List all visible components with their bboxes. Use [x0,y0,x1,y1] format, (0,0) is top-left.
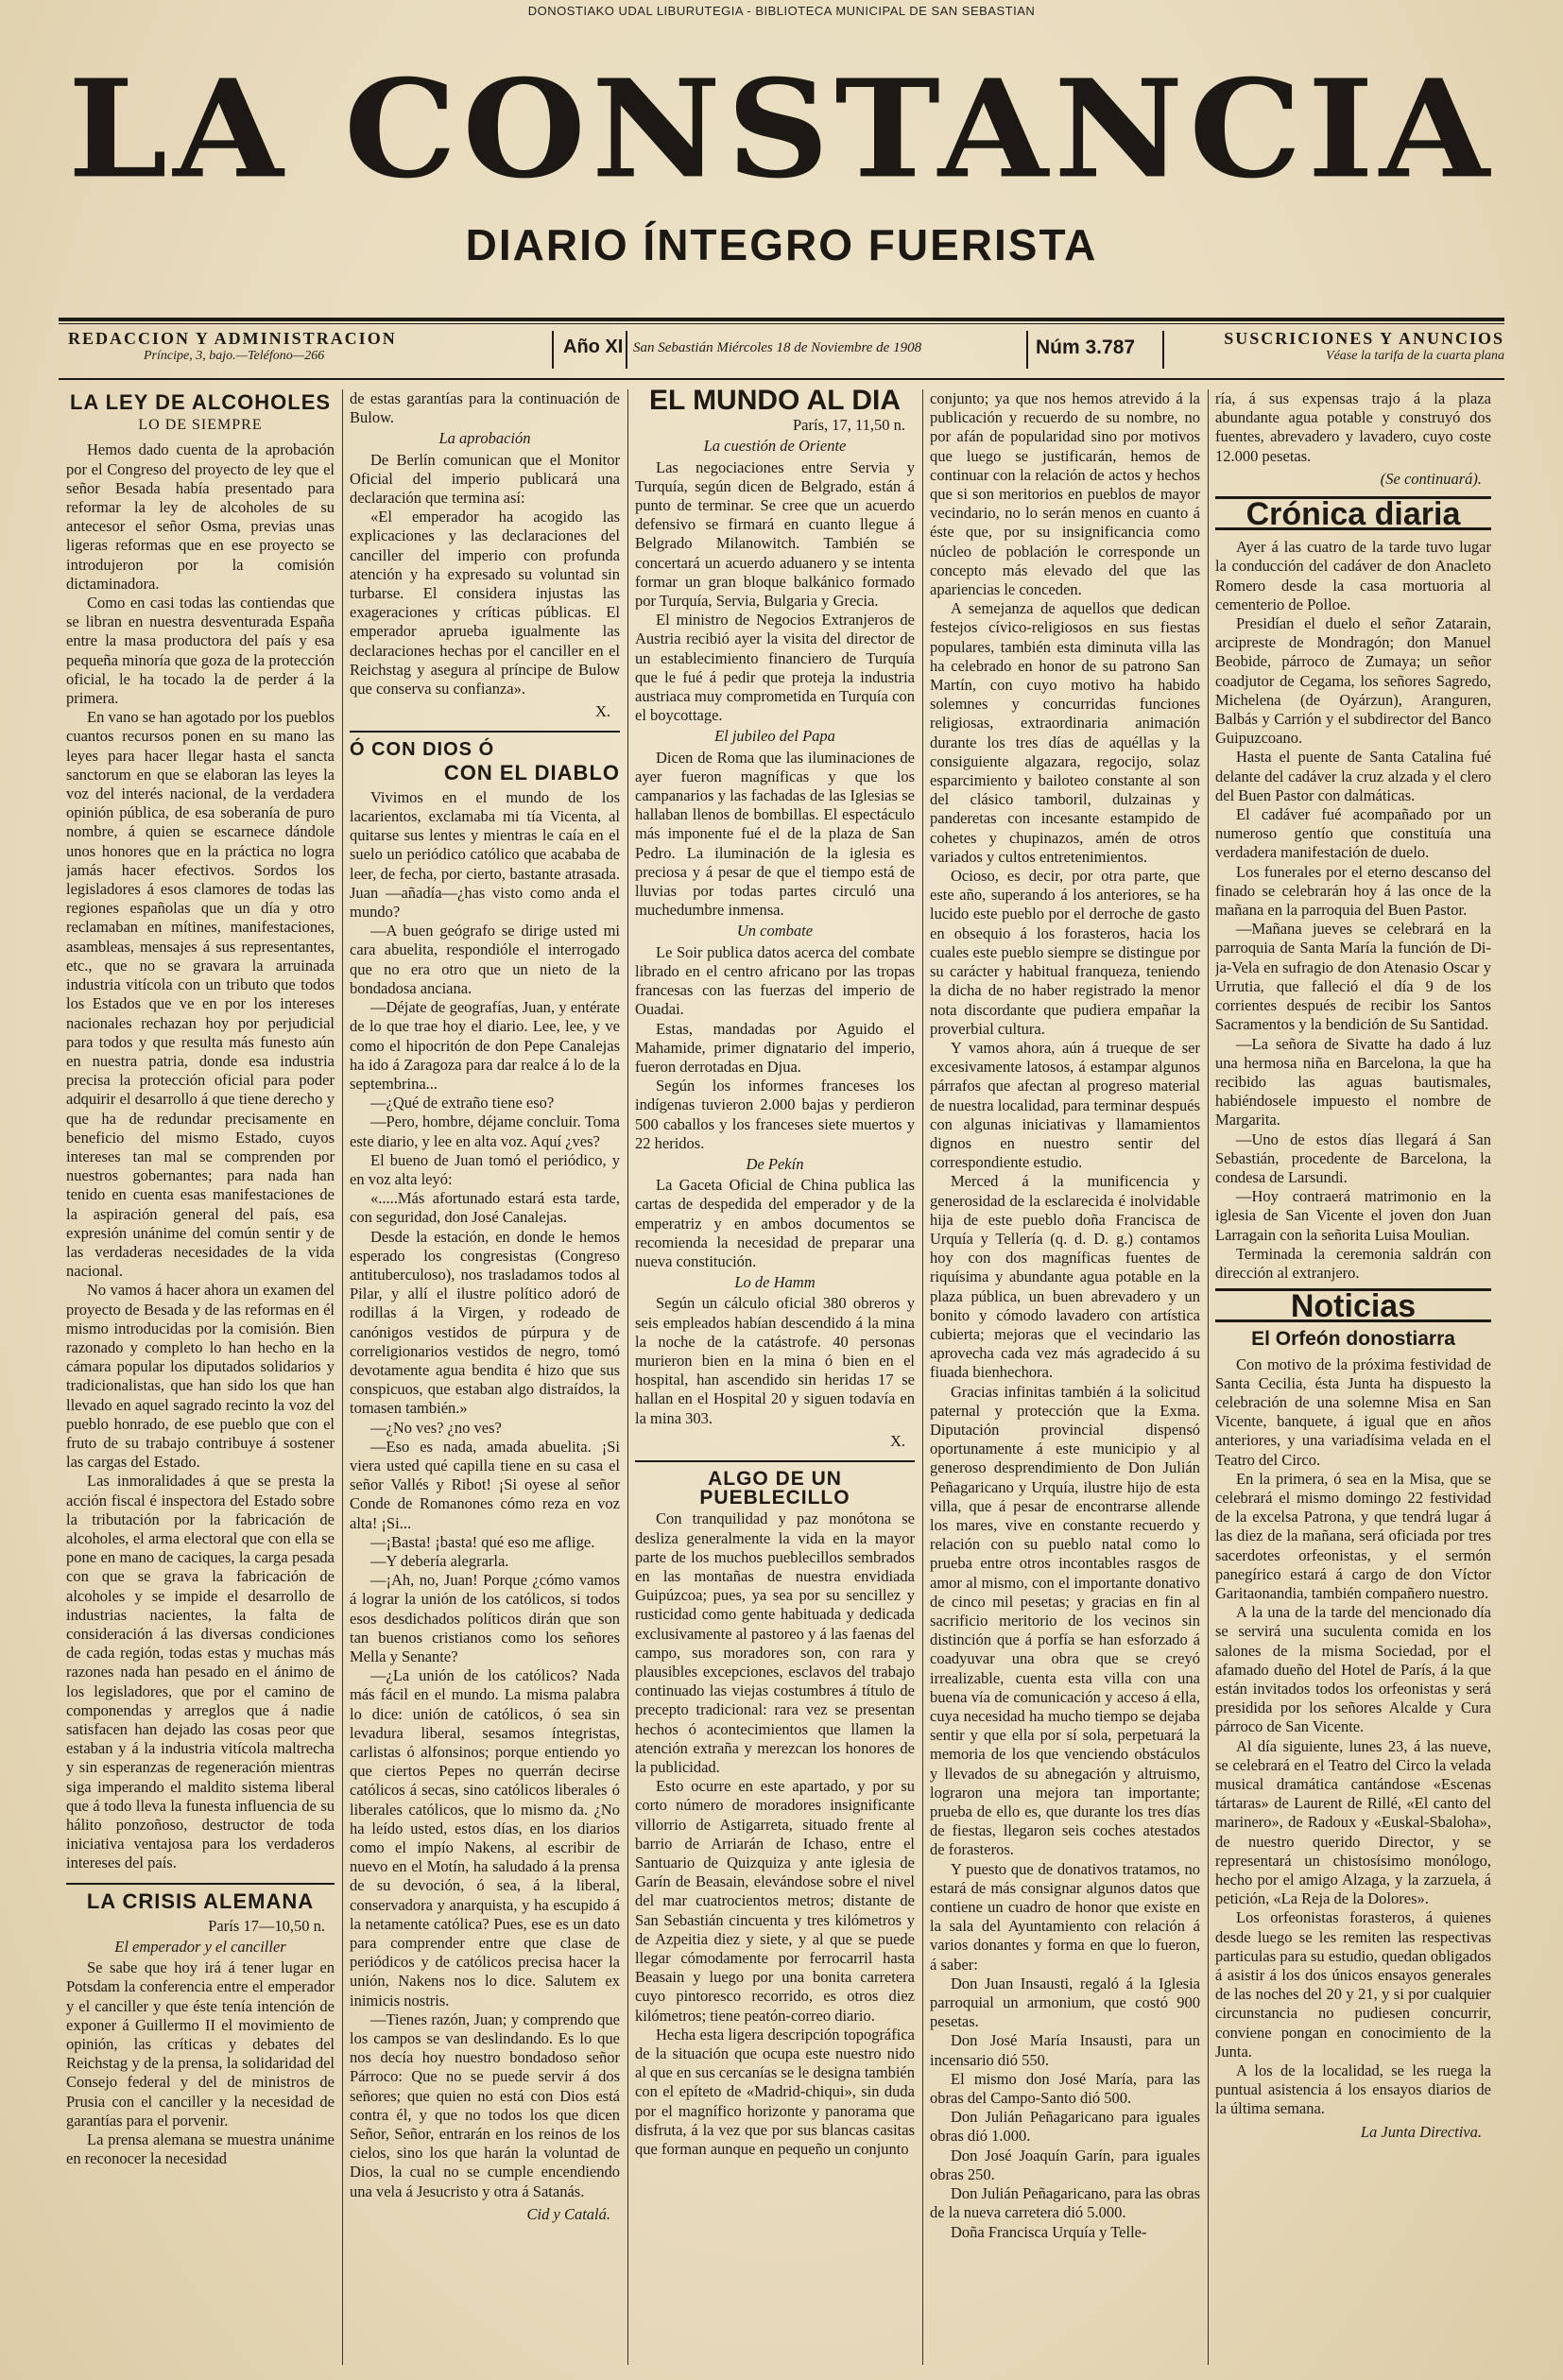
paragraph: Le Soir publica datos acerca del combate librado en el centro africano por las tropas francesas con las fuerzas del imperio de Ouadai. [635,942,915,1019]
signature: La Junta Directiva. [1360,2122,1482,2141]
info-separator [1162,331,1164,369]
paragraph: A la una de la tarde del mencionado día se servirá una suculenta comida en los salones de la misma Sociedad, por el afamado dueño del Hotel de París, á la que están invitados todos los orfeonistas y será presidida por los señores Alcalde y Cura párroco de San Vicente. [1215,1603,1491,1736]
paragraph: «.....Más afortunado estará esta tarde, con seguridad, don José Canalejas. [350,1189,620,1227]
tarifa-label: Véase la tarifa de la cuarta plana [1326,349,1504,363]
paragraph: Y puesto que de donativos tratamos, no estará de más consignar algunos datos que contiene un cuadro de honor que existe en la sala del Ayuntamiento con relación á varios donantes y forma en que lo fueron, á saber: [930,1859,1200,1974]
bottom-rule [59,378,1504,380]
paragraph: «El emperador ha acogido las explicaciones y las declaraciones del canciller del imperio con profunda atención y ha expresado su voluntad sin turbarse. El considera injustas las exageraciones y críticas públicas. El emperador aprueba igualmente las declaraciones hechas por el canciller en el Reichstag y asegura al príncipe de Bulow que conserva su confianza». [350,508,620,698]
paragraph: Las negociaciones entre Servia y Turquía, según dicen de Belgrado, están á punto de terminar. Se cree que un acuerdo defensivo se firmará en cuanto llegue á Belgrado Milanowitch. También se concertará un acuerdo aduanero y se intenta formar un gran bloque balkánico formado por Turquía, Servia, Bulgaria y Grecia. [635,457,915,611]
paragraph: Terminada la ceremonia saldrán con dirección al extranjero. [1215,1244,1491,1282]
paragraph: Según los informes franceses los indígenas tuvieron 2.000 bajas y perdieron 500 caballos y los franceses siete muertos y 22 heridos. [635,1077,915,1152]
info-redaccion [68,329,541,374]
paragraph: El bueno de Juan tomó el periódico, y en voz alta leyó: [350,1150,620,1188]
article-title-orfeon: El Orfeón donostiarra [1251,1328,1455,1351]
continued-note: (Se continuará). [1380,469,1482,488]
dateline: París 17—10,50 n. [208,1916,325,1935]
paragraph: El ministro de Negocios Extranjeros de Austria recibió ayer la visita del director de un establecimiento financiero de Turquía que le fué á pedir que proteja la industria austriaca muy comprometida en Turquía con el boycottage. [635,611,915,725]
masthead-subtitle: DIARIO ÍNTEGRO FUERISTA [465,220,1098,269]
paragraph: En vano se han agotado por los pueblos cuantos recursos ponen en su mano las leyes para hacer llegar hasta el sancta sanctorum en que se elaboran las leyes la voz del interés nacional, de la verdadera opinión pública, de esa soberanía de puro nombre, á quien se escarnece dándole unos honores que en la práctica no logra jamás hacer efectivos. Sordos los legisladores á esos clamores de todas las regiones españolas que un día y otro reclamaban en mítines, manifestaciones, asambleas, mensajes á sus representantes, etc., que no se gravara la arruinada industria vitícola con un tributo que todos los Estados que ve en por los intereses nacionales rechazan hoy por perjudicial para todos y que resulta más funesto aún en nuestra patria, donde esa industria precisa la protección oficial para poder adquirir el desarrollo á que tiene derecho y que ha de redundar precisamente en beneficio del mismo Estado, cuyos intereses tan mal se comprenden por nuestros gobernantes; para nada han tenido en cuenta esas manifestaciones de la aspiración general del país, esa expresión unánime del común sentir y de las verdaderas necesidades de la vida nacional. [66,708,335,1281]
article-title-crisis-alemana: LA CRISIS ALEMANA [86,1888,315,1913]
masthead-title: LA CONSTANCIA [67,50,1496,209]
paragraph: ría, á sus expensas trajo á la plaza abundante agua potable y construyó dos fuentes, abrevadero y lavadero, cuyo coste 12.000 pesetas. [1215,389,1491,465]
section-title: El jubileo del Papa [714,727,835,746]
paragraph: —Y debería alegrarla. [370,1551,509,1570]
paragraph: Desde la estación, en donde le hemos esperado los congresistas (Congreso antituberculoso), nos trasladamos todos al Pilar, y allí el ilustre político adoró de rodillas á la Virgen, y rodeado de canónigos vestidos de púrpura y de correligionarios vestidos de negro, tomó devotamente agua bendita é hizo que sus conspicuos, que estaban algo distraídos, la tomasen también.» [350,1227,620,1418]
paragraph: —La señora de Sivatte ha dado á luz una hermosa niña en Barcelona, la que ha recibido las aguas bautismales, habiéndosele impuesto el nombre de Margarita. [1215,1034,1491,1130]
section-title: Lo de Hamm [734,1273,816,1292]
paragraph: —¿La unión de los católicos? Nada más fácil en el mundo. La misma palabra lo dice: unión de católicos, ó sea sin levadura liberal, sesamos íntegristas, carlistas ó alfonsinos; porque entiendo yo que ciertos Pepes no querrán decirse católicos á secas, sino católicos liberales ó liberales católicos, que lo mismo da. ¿No ha leído usted, estos días, en los diarios como el impío Nakens, al escribir de nuevo en el Motín, ha saludado á la prensa de su devoción, ó sea, á la liberal, conservadora y anarquista, y ha escupido á la netamente católica? Pues, ese es un dato para comprender entre que clase de periódicos y de católicos precisa hacer la unión, Nakens nos lo dice. Salutem ex inimicis nostris. [350,1666,620,2009]
paragraph: La prensa alemana se muestra unánime en reconocer la necesidad [66,2130,335,2168]
archive-header: DONOSTIAKO UDAL LIBURUTEGIA - BIBLIOTECA MUNICIPAL DE SAN SEBASTIAN [527,4,1036,18]
section-title: De Pekín [746,1154,804,1173]
paragraph: Con tranquilidad y paz monótona se desliza generalmente la vida en la mayor parte de los muchos pueblecillos sembrados en las montañas de nuestra envidiada Guipúzcoa; pues, ya sea por su sencillez y rusticidad como gente habituada y dedicada exclusivamente al pastoreo y á las faenas del campo, sus moradores son, con rara y plausibles excepciones, esclavos del trabajo continuado las viejas costumbres á título de precepto tradicional: rara vez se presentan hechos ó acontecimientos que llamen la atención extraña y merezcan los honores de la publicidad. [635,1509,915,1777]
paragraph: Dicen de Roma que las iluminaciones de ayer fueron magníficas y que los campanarios y las fachadas de las Iglesias se hallaban llenos de bombillas. El espectáculo más imponente fué el de la plaza de San Pedro. La iluminación de la iglesia es preciosa y á pesar de que el tiempo está de lluvias por todas partes circuló una muchedumbre inmensa. [635,748,915,920]
paragraph: El cadáver fué acompañado por un numeroso gentío que constituía una verdadera manifestación de duelo. [1215,805,1491,862]
dateline: París, 17, 11,50 n. [792,416,905,435]
info-separator [626,331,627,369]
paragraph: —¡Basta! ¡basta! qué eso me aflige. [370,1532,595,1551]
paragraph: Don José Joaquín Garín, para iguales obras 250. [930,2146,1200,2183]
paragraph: —Eso es nada, amada abuelita. ¡Si viera usted qué capilla tiene en su casa el señor Vallés y Ribot! ¡Si oyese al señor Conde de Romanones cómo reza en voz alta! ¡Si... [350,1437,620,1532]
paragraph: Don Julián Peñagaricano para iguales obras dió 1.000. [930,2108,1200,2146]
article-title-dios-2: CON EL DIABLO [443,760,620,785]
paragraph: Como en casi todas las contiendas que se libran en nuestra desventurada España entre la masa productora del país y esa pequeña minoría que goza de la protección oficial, le ha tocado la de perder á la primera. [66,594,335,708]
paragraph: Hecha esta ligera descripción topográfica de la situación que ocupa este nuestro nido al que en sus cercanías se le designa también con el epíteto de «Madrid-chiqui», sin duda por el magnífico horizonte y panorama que disfruta, á la vez que por sus blancas casitas que forman aunque en pequeño un conjunto [635,2025,915,2159]
column-5 [1215,389,1491,2365]
article-title-ley-alcoholes: LA LEY DE ALCOHOLES [69,390,332,414]
column-rule [1208,389,1209,2365]
paragraph: Estas, mandadas por Aguido el Mahamide, primer dignatario del imperio, fueron derrotadas en Djua. [635,1019,915,1076]
paragraph: Don José María Insausti, para un incensario dió 550. [930,2031,1200,2069]
info-separator [1026,331,1028,369]
paragraph: —Mañana jueves se celebrará en la parroquia de Santa María la función de Di-ja-Vela en sufragio de don Atenasio Oscar y Urrutia, que falleció el día 9 de los corrientes después de recibir los Santos Sacramentos y la bendición de Su Santidad. [1215,920,1491,1034]
info-separator [552,331,554,369]
column-rule [922,389,923,2365]
paragraph: Se sabe que hoy irá á tener lugar en Potsdam la conferencia entre el emperador y el canciller y que éste tenía intención de exponer á Guillermo II el movimiento de opinión, las críticas y debates del Reichstag y de la prensa, la solidaridad del Consejo federal y del de ministros de Prusia con el canciller y la necesidad de garantías para el porvenir. [66,1958,335,2130]
paragraph: —Hoy contraerá matrimonio en la iglesia de San Vicente el joven don Juan Larragain con la señorita Luisa Moulian. [1215,1187,1491,1244]
paragraph: De Berlín comunican que el Monitor Oficial del imperio publicará una declaración que termina así: [350,450,620,508]
top-rule [59,318,1504,321]
column-rule [627,389,628,2365]
paragraph: —¿Qué de extraño tiene eso? [370,1094,555,1112]
divider [350,731,620,733]
paragraph: Presidían el duelo el señor Zatarain, arcipreste de Mondragón; don Manuel Beobide, párroco de Zumaya; un señor coadjutor de Cegama, los señores Sagredo, Michelena (de Oyárzun), Aranguren, Balbás y Carrión y el subdirector del Banco Guipuzcoano. [1215,614,1491,748]
divider [635,1460,915,1462]
paragraph: Los funerales por el eterno descanso del finado se celebrarán hoy á las once de la mañana en la parroquia del Buen Pastor. [1215,862,1491,920]
info-suscripciones [1174,329,1504,374]
direccion-label: Príncipe, 3, bajo.—Teléfono—266 [144,349,325,363]
paragraph: Al día siguiente, lunes 23, á las nueve, se celebrará en el Teatro del Circo la velada musical dramática cantándose «Escenas tártaras» de Laurent de Rillé, «El canto del marinero», de Radoux y «Euskal-Sbaloha», de nuestro querido Director, y se representará un chistosísimo monólogo, hecho por el amigo Alzaga, y la zarzuela, á petición, «La Reja de la Dolores». [1215,1736,1491,1908]
article-subtitle: LO DE SIEMPRE [138,417,263,434]
column-1 [66,389,335,2365]
column-4 [930,389,1200,2365]
article-title-mundo-al-dia: EL MUNDO AL DIA [648,389,902,416]
paragraph: Los orfeonistas forasteros, á quienes desde luego se les remiten las respectivas particulas para su estudio, quedan obligados á asistir á los dos únicos ensayos generales de las noches del 20 y 21, y si por cualquier circunstancia no pudiesen concurrir, conviene pongan en conocimiento de la Junta. [1215,1908,1491,2061]
paragraph: —¿No ves? ¿no ves? [370,1418,502,1437]
fecha-label: San Sebastián Miércoles 18 de Noviembre de 1908 [633,340,922,355]
column-2 [350,389,620,2365]
paragraph: Don Juan Insausti, regaló á la Iglesia parroquial un armonium, que costó 900 pesetas. [930,1974,1200,2031]
redaccion-label: REDACCION Y ADMINISTRACION [68,329,397,348]
paragraph: —Déjate de geografías, Juan, y entérate de lo que trae hoy el diario. Lee, lee, y ve como el hipocritón de don Pepe Canalejas ha ido á Zaragoza para dar realce á lo de la septembrina... [350,998,620,1093]
paragraph: Esto ocurre en este apartado, y por su corto número de moradores insignificante villorrio de Astigarreta, situado frente al barrio de Arriarán de Ichaso, entre el Santuario de Quizquiza y ante iglesia de Garín de Beasain, elevándose sobre el nivel del mar cuatrocientos metros; distante de San Sebastián cincuenta y tres kilómetros y de Azpeitia diez y siete, y al que se puede llegar cómodamente por ferrocarril hasta Beasain y luego por una bonita carretera cuyo pintoresco recorrido, es otros diez kilómetros; tiene peatón-correo diario. [635,1777,915,2025]
paragraph: de estas garantías para la continuación de Bulow. [350,389,620,427]
paragraph: Don Julián Peñagaricano, para las obras de la nueva carretera dió 5.000. [930,2184,1200,2222]
signature: Cid y Catalá. [526,2204,610,2223]
paragraph: Las inmoralidades á que se presta la acción fiscal é inspectora del Estado sobre la tributación por la fabricación de alcoholes, el arma electoral que con ella se pone en mano de caciques, la carga pesada con que se grava la fabricación de alcoholes y se impide el desarrollo de industrias nacientes, la falta de consideración á las diversas condiciones de cada región, todas estas y muchas más razones nada han pesado en el ánimo de los legisladores, que por el camino de componendas y arreglos que á nadie satisfacen han dejado las cosas peor que estaban y á la industria vitícola maltrecha y sin esperanzas de regeneración mientras siga imperando el maldito sistema liberal que á todo lleva la funesta influencia de su hálito ponzoñoso, destructor de toda iniciativa ventajosa para los verdaderos intereses del país. [66,1472,335,1872]
info-bar [59,329,1504,374]
paragraph: Ocioso, es decir, por otra parte, que este año, superando á los anteriores, se ha lucido este pueblo por el derroche de gasto en obsequio á los forasteros, hacia los cuales este pueblo siempre se distingue por su carácter y habitual franqueza, teniendo la dicha de no haber registrado la menor nota discordante que pudiera empañar la proverbial cultura. [930,867,1200,1038]
top-rule-thin [59,323,1504,324]
paragraph: —Pero, hombre, déjame concluir. Toma este diario, y lee en alta voz. Aquí ¿ves? [350,1112,620,1150]
paragraph: Gracias infinitas también á la solicitud paternal y protección que la Exma. Diputación provincial dispensó oportunamente á este municipio y al generoso desprendimiento de Don Julián Peñagaricano y Urquía, ilustre hijo de esta villa, que á pesar de encontrarse allende los mares, vive en constante recuerdo y relación con su pueblo natal como lo prueba entre otros incontables rasgos de amor al mismo, con el importante donativo de cinco mil pesetas; y gracias en fin al sacrificio meritorio de los vecinos sin distinción que á porfía se han esforzado á coadyuvar una obra que se creyó irrealizable, cuenta esta villa con una buena vía de comunicación y acceso á ella, cuya necesidad ha mucho tiempo se dejaba sentir y que ella por sí sola, perpetuará la memoria de los que venciendo obstáculos y llevados de su abnegación y altruismo, lograron una mejora tan importante; prueba de ello es, que durante los tres días de fiestas, llegaron seis coches atestados de forasteros. [930,1382,1200,1859]
paragraph: Según un cálculo oficial 380 obreros y seis empleados habían descendido á la mina la noche de la catástrofe. 40 personas murieron bien en la mina ó bien en el hospital, han ascendido sin heridas 17 se hallan en el Hospital 20 y siguen todavía en la mina 303. [635,1294,915,1427]
paragraph: —A buen geógrafo se dirige usted mi cara abuelita, respondióle el interrogado que no era otro que un nieto de la bondadosa anciana. [350,922,620,997]
paragraph: conjunto; ya que nos hemos atrevido á la publicación y recuerdo de su nombre, no por afán de popularidad sino por motivos que luego se justificarán, hemos de continuar con la relación de actos y hechos que si son meritorios en pueblos de mayor vecindario, no lo serán menos en cuanto á éste que, por su insignificancia como núcleo de población le corresponde un concepto más elevado del que las apariencias le conceden. [930,389,1200,599]
paragraph: El mismo don José María, para las obras del Campo-Santo dió 500. [930,2069,1200,2108]
paragraph: Doña Francisca Urquía y Telle- [951,2222,1147,2241]
section-title-noticias: Noticias [1215,1288,1491,1322]
paragraph: Con motivo de la próxima festividad de Santa Cecilia, ésta Junta ha dispuesto la celebración de una solemne Misa en San Vicente, banquete, á igual que en años anteriores, y una variadísima velada en el Teatro del Circo. [1215,1354,1491,1469]
section-title: La cuestión de Oriente [703,437,847,456]
paragraph: A los de la localidad, se les ruega la puntual asistencia á los ensayos diarios de la última semana. [1215,2061,1491,2118]
paragraph: Hemos dado cuenta de la aprobación por el Congreso del proyecto de ley que el señor Besada había presentado para reformar la ley de alcoholes de su antecesor el señor Osma, previas unas ligeras reformas que en ese proyecto se introdujeron por la comisión dictaminadora. [66,440,335,593]
paragraph: La Gaceta Oficial de China publica las cartas de despedida del emperador y de la emperatriz y en ambos documentos se recomienda la necesidad de preparar una nueva constitución. [635,1176,915,1270]
column-rule [342,389,343,2365]
section-title-aprobacion: La aprobación [438,429,531,448]
section-title-cronica-diaria: Crónica diaria [1215,496,1491,530]
paragraph: Ayer á las cuatro de la tarde tuvo lugar la conducción del cadáver de don Anacleto Romero desde la casa mortuoria al cementerio de Polloe. [1215,538,1491,613]
article-title-pueblecillo: ALGO DE UN PUEBLECILLO [699,1467,850,1509]
numero-label: Núm 3.787 [1036,336,1136,358]
paragraph: Hasta el puente de Santa Catalina fué delante del cadáver la cruz alzada y el clero del Buen Pastor con dalmáticas. [1215,748,1491,804]
paragraph: A semejanza de aquellos que dedican festejos cívico-religiosos en sus fiestas populares, también esta diminuta villa las ha celebrado en honor de su patrono San Martín, con cuyo motivo ha habido solemnes y concurridas funciones religiosas, extraordinaria animación durante los tres días de aquéllas y la consiguiente algazara, regocijo, solaz esparcimiento y bailoteo constante al son del clásico tamboril, dulzainas y panderetas con incesante estampido de cohetes y chupinazos, amén de otros variados y cultos entretenimientos. [930,599,1200,866]
paragraph: Y vamos ahora, aún á trueque de ser excesivamente latosos, á estampar algunos párrafos que afectan al progreso material de nuestra localidad, para terminar después con algunas iniciativas y llamamientos dignos en nuestro sentir del correspondiente estudio. [930,1038,1200,1172]
paragraph: —Uno de estos días llegará á San Sebastián, procedente de Barcelona, la condesa de Larsundi. [1215,1130,1491,1186]
suscripciones-label: SUSCRICIONES Y ANUNCIOS [1224,329,1504,348]
paragraph: No vamos á hacer ahora un examen del proyecto de Besada y de las reformas en él mismo introducidas por la comisión. Bien razonado y completo lo han hecho en la cámara popular los diputados solidarios y tradicionalistas, que han sido los que han llevado en aquel sagrado recinto la voz del pueblo honrado, de ese pueblo que con el fruto de su trabajo contribuye á sostener las cargas del Estado. [66,1281,335,1472]
article-title-dios-1: Ó CON DIOS Ó [350,739,495,761]
signature: X. [889,1431,905,1450]
signature: X. [594,702,610,721]
article-subtitle: El emperador y el canciller [114,1938,286,1957]
paragraph: —¡Ah, no, Juan! Porque ¿cómo vamos á lograr la unión de los católicos, si todos esos desdichados políticos dirán que son tan buenos cristianos como los señores Mella y Senante? [350,1571,620,1665]
paragraph: Merced á la munificencia y generosidad de la esclarecida é inolvidable hija de este pueblo doña Francisca de Urquía y Tellería (q. d. D. g.) contamos hoy con dos magníficas fuentes de riquísima y abundante agua potable en la plaza pública, un buen abrevadero y un bonito y cómodo lavadero con artística cubierta; mejoras que el vecindario las aprovecha cada vez más agradecido á su fiuada bienhechora. [930,1172,1200,1382]
paragraph: Vivimos en el mundo de los lacarientos, exclamaba mi tía Vicenta, al quitarse sus lentes y mientras le caía en el suelo un periódico católico que acababa de leer, de fecha, por cierto, bastante atrasada. Juan —añadía—¿has visto como anda el mundo? [350,787,620,922]
anio-label: Año XI [563,336,624,357]
paragraph: —Tienes razón, Juan; y comprendo que los campos se van deslindando. Es lo que nos decía hoy nuestro bondadoso señor Párroco: Que no se puede servir á dos señores; que quien no está con Dios está contra él, y que no todos los que dicen Señor, Señor, entrarán en los reinos de los cielos, sino los que harán la voluntad de Dios, la cual no se cumple encendiendo una vela á Jesucristo y otra á Satanás. [350,2009,620,2200]
divider [66,1883,335,1885]
section-title: Un combate [736,922,814,940]
column-3 [635,389,915,2365]
paragraph: En la primera, ó sea en la Misa, que se celebrará el mismo domingo 22 festividad de la excelsa Patrona, y que tendrá lugar á las diez de la mañana, será oficiada por tres sacerdotes orfeonistas, y el sermón panegírico estará á cargo de don Víctor Garitaonandia, también compañero nuestro. [1215,1469,1491,1602]
